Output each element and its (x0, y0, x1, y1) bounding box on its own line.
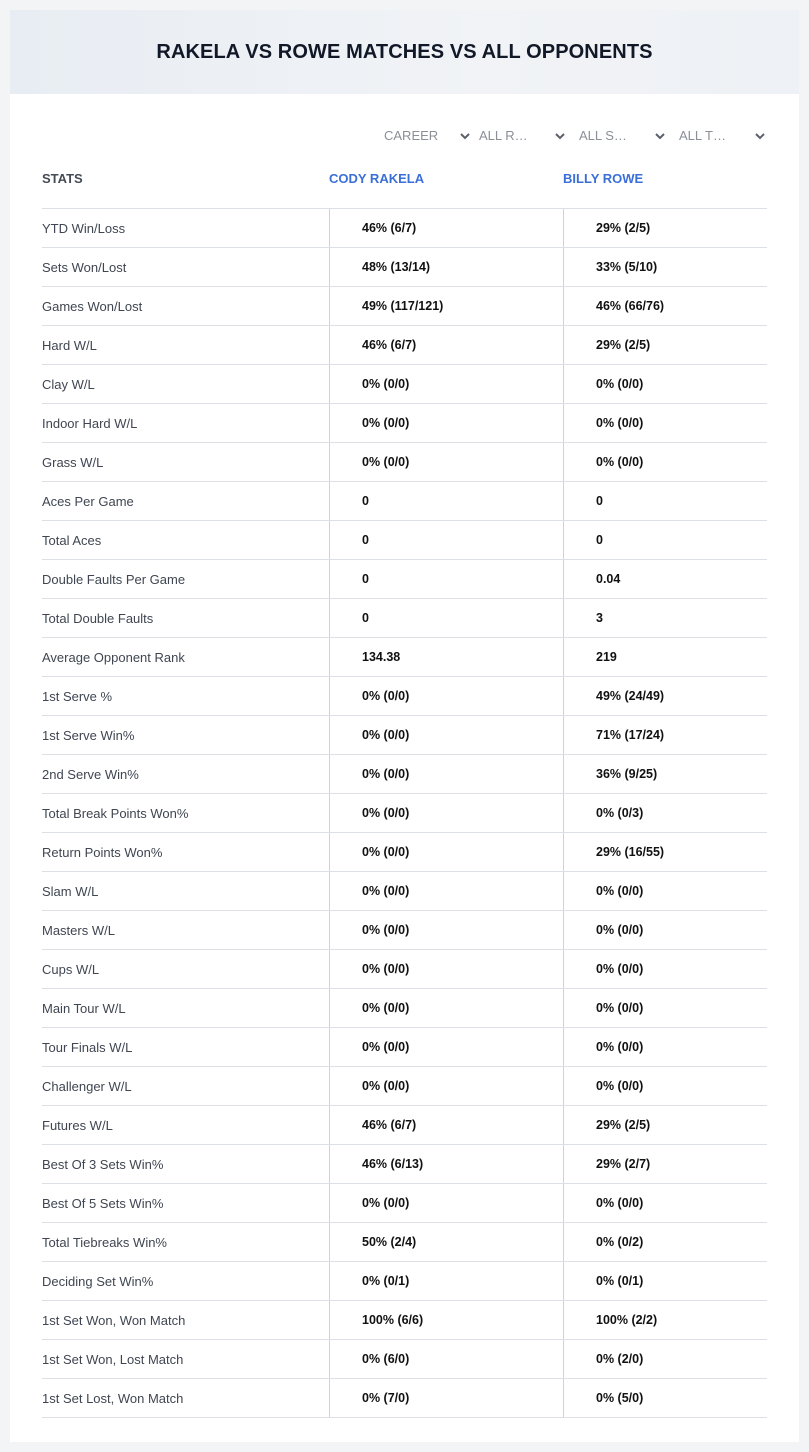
table-row (42, 287, 767, 326)
stat-label: 1st Serve Win% (42, 727, 135, 743)
player2-value: 0% (0/0) (563, 1028, 767, 1066)
table-row (42, 755, 767, 794)
player1-value: 0% (0/0) (329, 989, 563, 1027)
player1-value: 48% (13/14) (329, 248, 563, 286)
table-row (42, 794, 767, 833)
player2-value: 0% (0/0) (563, 404, 767, 442)
player1-value: 50% (2/4) (329, 1223, 563, 1261)
filter-label: ALL R… (479, 128, 528, 143)
player1-value: 0% (0/0) (329, 716, 563, 754)
stat-label: Challenger W/L (42, 1078, 132, 1094)
filter-label: CAREER (384, 128, 439, 143)
table-row (42, 1340, 767, 1379)
player2-value: 29% (2/5) (563, 209, 767, 247)
table-row (42, 1145, 767, 1184)
table-row (42, 404, 767, 443)
player1-value: 49% (117/121) (329, 287, 563, 325)
player1-value: 0% (0/1) (329, 1262, 563, 1300)
player2-value: 0% (0/0) (563, 1067, 767, 1105)
table-row (42, 1301, 767, 1340)
table-row (42, 1028, 767, 1067)
player2-value: 0% (0/2) (563, 1223, 767, 1261)
filter-bar (10, 124, 799, 148)
player2-value: 0 (563, 521, 767, 559)
player1-value: 0% (0/0) (329, 872, 563, 910)
stat-label: Sets Won/Lost (42, 259, 127, 275)
stat-label: Main Tour W/L (42, 1000, 126, 1016)
table-row (42, 716, 767, 755)
table-row (42, 638, 767, 677)
player2-value: 29% (16/55) (563, 833, 767, 871)
table-row (42, 1379, 767, 1418)
table-row (42, 365, 767, 404)
player2-value: 0% (5/0) (563, 1379, 767, 1417)
table-row (42, 599, 767, 638)
player1-value: 0% (6/0) (329, 1340, 563, 1378)
stat-label: Total Aces (42, 532, 102, 548)
player1-value: 46% (6/7) (329, 209, 563, 247)
player1-value: 100% (6/6) (329, 1301, 563, 1339)
player2-value: 46% (66/76) (563, 287, 767, 325)
player2-value: 3 (563, 599, 767, 637)
header-banner (10, 10, 799, 94)
table-row (42, 560, 767, 599)
table-row (42, 521, 767, 560)
player2-value: 0% (0/3) (563, 794, 767, 832)
stat-label: 1st Set Won, Won Match (42, 1312, 186, 1328)
table-row (42, 443, 767, 482)
table-row (42, 1223, 767, 1262)
player2-link[interactable]: BILLY ROWE (563, 171, 644, 186)
stat-label: 1st Serve % (42, 688, 113, 704)
chevron-down-icon (753, 124, 767, 148)
player2-value: 0% (0/0) (563, 989, 767, 1027)
table-row (42, 1262, 767, 1301)
stats-card (10, 10, 799, 1442)
stat-label: Masters W/L (42, 922, 115, 938)
player2-value: 29% (2/5) (563, 1106, 767, 1144)
stat-label: Total Tiebreaks Win% (42, 1234, 167, 1250)
stat-label: Indoor Hard W/L (42, 415, 138, 431)
stat-label: 2nd Serve Win% (42, 766, 139, 782)
stat-label: 1st Set Won, Lost Match (42, 1351, 184, 1367)
player1-value: 0% (0/0) (329, 1028, 563, 1066)
player2-value: 29% (2/7) (563, 1145, 767, 1183)
stat-label: Best Of 3 Sets Win% (42, 1156, 164, 1172)
stat-label: Slam W/L (42, 883, 99, 899)
filter-label: ALL T… (679, 128, 726, 143)
player1-value: 0% (0/0) (329, 404, 563, 442)
player1-value: 0% (0/0) (329, 794, 563, 832)
stats-table (42, 208, 767, 1418)
player1-value: 0 (329, 482, 563, 520)
player1-value: 0% (0/0) (329, 443, 563, 481)
table-row (42, 1184, 767, 1223)
stats-column-header: STATS (42, 171, 83, 186)
player1-value: 0% (0/0) (329, 911, 563, 949)
player2-value: 29% (2/5) (563, 326, 767, 364)
filter-tournament-select[interactable] (679, 124, 767, 148)
stat-label: Total Double Faults (42, 610, 154, 626)
filter-label: ALL S… (579, 128, 627, 143)
player1-value: 46% (6/7) (329, 326, 563, 364)
table-row (42, 833, 767, 872)
player2-value: 33% (5/10) (563, 248, 767, 286)
table-row (42, 911, 767, 950)
filter-surface-select[interactable] (579, 124, 667, 148)
player1-value: 0% (7/0) (329, 1379, 563, 1417)
player2-value: 36% (9/25) (563, 755, 767, 793)
table-row (42, 209, 767, 248)
table-row (42, 326, 767, 365)
player1-value: 0 (329, 521, 563, 559)
table-row (42, 950, 767, 989)
player2-value: 100% (2/2) (563, 1301, 767, 1339)
chevron-down-icon (653, 124, 667, 148)
player1-value: 0% (0/0) (329, 1184, 563, 1222)
player1-value: 0 (329, 599, 563, 637)
table-row (42, 872, 767, 911)
stat-label: Aces Per Game (42, 493, 134, 509)
stat-label: Deciding Set Win% (42, 1273, 154, 1289)
player1-value: 0% (0/0) (329, 677, 563, 715)
chevron-down-icon (553, 124, 567, 148)
player1-value: 134.38 (329, 638, 563, 676)
table-row (42, 989, 767, 1028)
filter-round-select[interactable] (479, 124, 567, 148)
player2-value: 0% (0/0) (563, 950, 767, 988)
stat-label: Return Points Won% (42, 844, 163, 860)
player2-value: 71% (17/24) (563, 716, 767, 754)
stat-label: YTD Win/Loss (42, 220, 126, 236)
player2-value: 0% (0/0) (563, 911, 767, 949)
player1-value: 0 (329, 560, 563, 598)
player2-value: 219 (563, 638, 767, 676)
table-row (42, 677, 767, 716)
player1-value: 0% (0/0) (329, 833, 563, 871)
player2-value: 0% (0/0) (563, 443, 767, 481)
stat-label: Hard W/L (42, 337, 97, 353)
stat-label: Average Opponent Rank (42, 649, 185, 665)
player1-value: 0% (0/0) (329, 1067, 563, 1105)
player2-value: 0% (0/0) (563, 872, 767, 910)
table-row (42, 1067, 767, 1106)
player2-value: 0% (0/0) (563, 1184, 767, 1222)
stat-label: Best Of 5 Sets Win% (42, 1195, 164, 1211)
chevron-down-icon (458, 124, 472, 148)
stat-label: Tour Finals W/L (42, 1039, 133, 1055)
stat-label: Futures W/L (42, 1117, 113, 1133)
player1-value: 46% (6/7) (329, 1106, 563, 1144)
player2-value: 0 (563, 482, 767, 520)
table-row (42, 1106, 767, 1145)
stat-label: Double Faults Per Game (42, 571, 186, 587)
player1-value: 46% (6/13) (329, 1145, 563, 1183)
player2-value: 0% (0/1) (563, 1262, 767, 1300)
player1-value: 0% (0/0) (329, 755, 563, 793)
player2-value: 0% (0/0) (563, 365, 767, 403)
player2-value: 0% (2/0) (563, 1340, 767, 1378)
filter-period-select[interactable] (384, 124, 472, 148)
page-title: RAKELA VS ROWE MATCHES VS ALL OPPONENTS (156, 40, 653, 63)
stat-label: Games Won/Lost (42, 298, 143, 314)
stat-label: Clay W/L (42, 376, 95, 392)
table-row (42, 482, 767, 521)
player2-value: 49% (24/49) (563, 677, 767, 715)
stat-label: Grass W/L (42, 454, 104, 470)
player1-value: 0% (0/0) (329, 365, 563, 403)
player1-value: 0% (0/0) (329, 950, 563, 988)
player2-value: 0.04 (563, 560, 767, 598)
player1-link[interactable]: CODY RAKELA (329, 171, 425, 186)
stat-label: Cups W/L (42, 961, 100, 977)
stat-label: Total Break Points Won% (42, 805, 189, 821)
table-row (42, 248, 767, 287)
stat-label: 1st Set Lost, Won Match (42, 1390, 184, 1406)
